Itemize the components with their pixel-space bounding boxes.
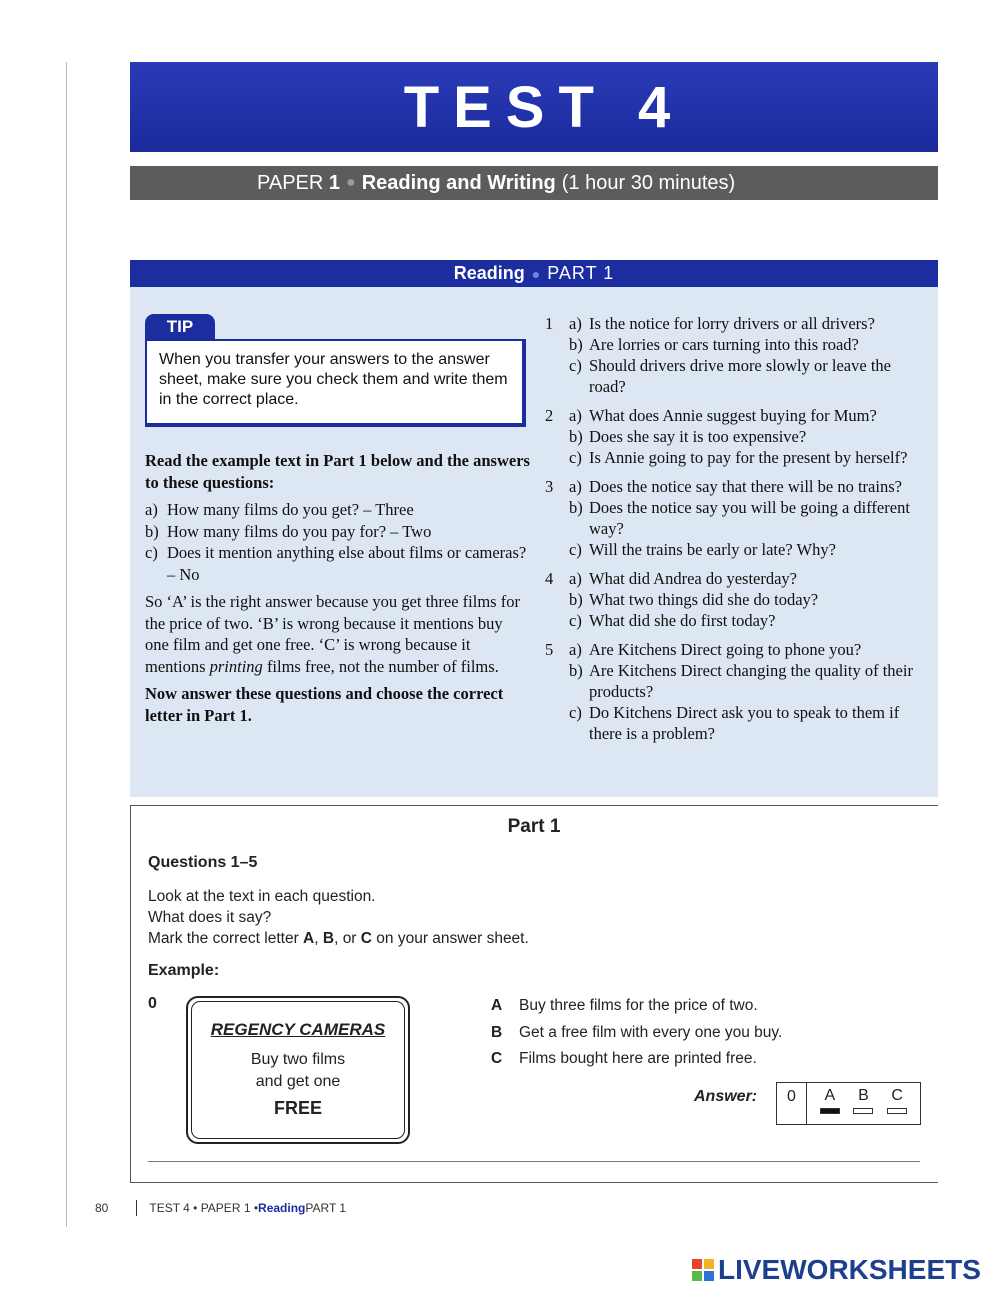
sub-question-text: Is the notice for lorry drivers or all drivers? — [589, 314, 875, 333]
sub-question-text: Will the trains be early or late? Why? — [589, 540, 836, 559]
example-question — [145, 542, 530, 585]
bullet-icon: ● — [346, 174, 356, 191]
questions-label: Questions 1–5 — [148, 854, 258, 871]
example-label: Example: — [148, 962, 220, 979]
sub-question-text: Do Kitchens Direct ask you to speak to them if there is a problem? — [589, 703, 900, 743]
option-letter: C — [491, 1050, 503, 1067]
answer-choice — [820, 1087, 840, 1124]
answer-number: 0 — [777, 1083, 807, 1124]
sub-question — [569, 610, 925, 631]
option-text: Get a free film with every one you buy. — [519, 1023, 783, 1041]
example-options — [491, 997, 782, 1077]
sub-question-letter: c) — [569, 540, 582, 559]
sub-question-text: Does the notice say you will be going a different way? — [589, 498, 910, 538]
answer-mark-empty — [853, 1108, 873, 1114]
answer-mark-filled — [820, 1108, 840, 1114]
part-label: PART 1 — [547, 263, 615, 283]
instruction-line: Look at the text in each question. — [148, 888, 376, 905]
sub-question-letter: a) — [569, 640, 582, 659]
sub-question-letter: b) — [569, 498, 583, 517]
sub-question-text: Is Annie going to pay for the present by herself? — [589, 448, 908, 467]
example-question-text: How many films do you get? – Three — [167, 500, 414, 519]
sub-question — [569, 447, 925, 468]
sub-question — [569, 355, 925, 397]
instruction-text: , — [314, 930, 323, 947]
watermark-text: LIVEWORKSHEETS — [718, 1254, 981, 1285]
example-question-list — [145, 499, 530, 585]
question-number: 2 — [545, 406, 554, 425]
example-question-letter: a) — [145, 500, 158, 519]
guidance-intro: Read the example text in Part 1 below and the answers to these questions: — [145, 451, 530, 492]
sub-question — [569, 405, 925, 426]
paper-word: PAPER — [257, 171, 324, 194]
sub-question-letter: b) — [569, 590, 583, 609]
tip-text: When you transfer your answers to the answer sheet, make sure you check them and write them in the correct place. — [159, 351, 508, 408]
sub-question — [569, 539, 925, 560]
answer-choice-letter: C — [891, 1087, 903, 1104]
sub-question-letter: b) — [569, 427, 583, 446]
instruction-text: , or — [334, 930, 361, 947]
instruction-line: What does it say? — [148, 909, 272, 926]
example-question-letter: b) — [145, 521, 159, 541]
tip-tab: TIP — [145, 314, 215, 340]
example-number: 0 — [148, 995, 157, 1012]
sub-question — [569, 568, 925, 589]
notice-free: FREE — [273, 1098, 322, 1118]
answer-choice — [887, 1087, 907, 1124]
sub-question — [569, 497, 925, 539]
logo-square — [692, 1259, 702, 1269]
paper-bar — [130, 166, 938, 200]
answer-letters — [807, 1083, 920, 1124]
footer-separator — [136, 1200, 137, 1216]
example-notice — [186, 996, 410, 1144]
example-question — [145, 521, 530, 543]
sub-question-text: What did she do first today? — [589, 611, 776, 630]
sub-question-text: Should drivers drive more slowly or leave the road? — [589, 356, 891, 396]
sub-question-letter: b) — [569, 661, 583, 680]
option-text: Buy three films for the price of two. — [519, 997, 758, 1014]
question-group — [545, 568, 925, 631]
sub-question-letter: c) — [569, 703, 582, 722]
sub-question — [569, 313, 925, 334]
option-letter: B — [491, 1023, 503, 1041]
letter-a: A — [303, 930, 315, 947]
notice-line-1: Buy two films — [250, 1051, 346, 1068]
guidance-explanation — [145, 591, 530, 677]
logo-square — [704, 1271, 714, 1281]
answer-label: Answer: — [694, 1088, 758, 1105]
paper-number: 1 — [328, 171, 341, 194]
question-subs — [569, 313, 925, 397]
sub-question-text: What two things did she do today? — [589, 590, 819, 609]
sub-question-letter: a) — [569, 406, 582, 425]
notice-line-2: and get one — [255, 1073, 341, 1090]
question-number: 1 — [545, 314, 554, 333]
example-question-text: Does it mention anything else about films or cameras? – No — [167, 543, 527, 584]
sub-question-letter: a) — [569, 477, 582, 496]
notice-shop-name: REGENCY CAMERAS — [210, 1020, 386, 1039]
question-number: 5 — [545, 640, 554, 659]
letter-b: B — [322, 930, 335, 947]
example-option — [491, 997, 782, 1024]
sub-question-text: Does the notice say that there will be no trains? — [589, 477, 902, 496]
example-option — [491, 1050, 782, 1077]
explanation-text: So ‘A’ is the right answer because you get three films for the price of two. ‘B’ is wrong because it mentions buy one film and get one free. ‘C’ is wrong because it mentions — [145, 592, 520, 676]
answer-choice-letter: A — [824, 1087, 836, 1104]
test-title: TEST 4 — [403, 74, 685, 140]
sub-question-letter: a) — [569, 314, 582, 333]
page-number: 80 — [95, 1201, 109, 1215]
bullet-icon: ● — [531, 265, 541, 282]
footer-reading: Reading — [258, 1201, 306, 1215]
sub-question-letter: c) — [569, 448, 582, 467]
sub-question-text: Are lorries or cars turning into this road? — [589, 335, 859, 354]
sub-question-letter: c) — [569, 356, 582, 375]
page-margin-rule — [66, 62, 67, 1227]
example-question-letter: c) — [145, 543, 158, 562]
question-group — [545, 313, 925, 397]
test-banner — [130, 62, 938, 152]
option-text: Films bought here are printed free. — [519, 1050, 757, 1067]
instruction-line — [148, 928, 529, 949]
logo-square — [704, 1259, 714, 1269]
question-subs — [569, 405, 925, 468]
letter-c: C — [360, 930, 372, 947]
page-footer — [95, 1200, 346, 1216]
divider — [148, 1161, 920, 1162]
question-group — [545, 476, 925, 560]
logo-square — [692, 1271, 702, 1281]
question-group — [545, 639, 925, 744]
sub-question-text: Are Kitchens Direct changing the quality of their products? — [589, 661, 913, 701]
instruction-text: on your answer sheet. — [371, 930, 529, 947]
liveworksheets-logo-icon — [692, 1259, 714, 1281]
instruction-text: Mark the correct letter — [148, 930, 304, 947]
sub-question-text: Are Kitchens Direct going to phone you? — [589, 640, 862, 659]
example-question-text: How many films do you pay for? – Two — [167, 521, 432, 541]
option-letter: A — [491, 997, 503, 1014]
question-subs — [569, 568, 925, 631]
notice-line — [192, 1049, 404, 1093]
question-number: 3 — [545, 477, 554, 496]
guidance-now: Now answer these questions and choose the correct letter in Part 1. — [145, 684, 504, 725]
sub-question-text: What does Annie suggest buying for Mum? — [589, 406, 877, 425]
example-question — [145, 499, 530, 521]
sub-question — [569, 660, 925, 702]
liveworksheets-watermark — [692, 1254, 981, 1286]
sub-question-text: Does she say it is too expensive? — [589, 427, 807, 446]
sub-question-letter: a) — [569, 569, 582, 588]
explanation-text: films free, not the number of films. — [262, 656, 499, 676]
question-subs — [569, 476, 925, 560]
reading-part-bar — [130, 260, 938, 287]
guidance-left-column — [145, 450, 530, 732]
answer-box — [776, 1082, 921, 1125]
footer-text: TEST 4 • PAPER 1 • — [149, 1201, 259, 1215]
guidance-question-list — [545, 313, 925, 752]
tip-box — [145, 339, 526, 427]
explanation-emphasis: printing — [209, 656, 263, 676]
sub-question-letter: b) — [569, 335, 583, 354]
reading-label: Reading — [453, 263, 525, 283]
sub-question — [569, 426, 925, 447]
answer-mark-empty — [887, 1108, 907, 1114]
sub-question — [569, 334, 925, 355]
sub-question — [569, 639, 925, 660]
part1-title: Part 1 — [507, 816, 561, 837]
question-subs — [569, 639, 925, 744]
answer-choice — [853, 1087, 873, 1124]
answer-choice-letter: B — [858, 1087, 869, 1104]
paper-section: Reading and Writing — [361, 171, 556, 194]
example-option — [491, 1024, 782, 1051]
question-group — [545, 405, 925, 468]
paper-duration: (1 hour 30 minutes) — [561, 171, 736, 194]
part1-instructions — [148, 886, 529, 949]
sub-question — [569, 476, 925, 497]
notice-inner — [191, 1001, 405, 1139]
question-number: 4 — [545, 569, 554, 588]
footer-part: PART 1 — [305, 1201, 347, 1215]
sub-question-letter: c) — [569, 611, 582, 630]
sub-question — [569, 589, 925, 610]
sub-question — [569, 702, 925, 744]
sub-question-text: What did Andrea do yesterday? — [589, 569, 798, 588]
